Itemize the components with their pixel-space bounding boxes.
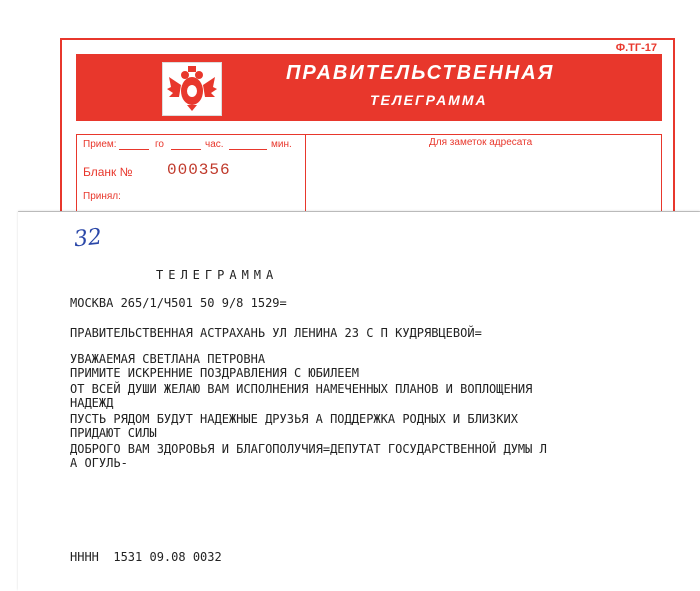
received-line — [119, 149, 149, 150]
form-title: ПРАВИТЕЛЬСТВЕННАЯ — [286, 62, 555, 84]
body-line: А ОГУЛЬ- — [70, 456, 128, 470]
telegram-header: ТЕЛЕГРАММА — [156, 268, 279, 282]
form-fields — [76, 134, 662, 212]
route-line: МОСКВА 265/1/Ч501 50 9/8 1529= — [70, 296, 287, 310]
title-banner — [76, 54, 662, 121]
body-line: ОТ ВСЕЙ ДУШИ ЖЕЛАЮ ВАМ ИСПОЛНЕНИЯ НАМЕЧЕННЫХ ПЛАНОВ И ВОПЛОЩЕНИЯ — [70, 382, 533, 396]
minutes-label: мин. — [271, 139, 292, 150]
body-line: УВАЖАЕМАЯ СВЕТЛАНА ПЕТРОВНА — [70, 352, 266, 366]
body-line: ПРИМИТЕ ИСКРЕННИЕ ПОЗДРАВЛЕНИЯ С ЮБИЛЕЕМ — [70, 366, 359, 380]
accepted-label: Принял: — [83, 191, 121, 202]
body-line: ПРИДАЮТ СИЛЫ — [70, 426, 157, 440]
coat-of-arms-icon — [162, 62, 222, 116]
footer-line: НННН 1531 09.08 0032 — [70, 550, 222, 564]
go-label: го — [155, 139, 164, 150]
notes-label: Для заметок адресата — [429, 137, 533, 148]
address-line: ПРАВИТЕЛЬСТВЕННАЯ АСТРАХАНЬ УЛ ЛЕНИНА 23 С П КУДРЯВЦЕВОЙ= — [70, 326, 482, 340]
form-code: Ф.ТГ-17 — [615, 42, 657, 54]
go-line — [171, 149, 201, 150]
received-label: Прием: — [83, 139, 117, 150]
body-line: ПУСТЬ РЯДОМ БУДУТ НАДЕЖНЫЕ ДРУЗЬЯ А ПОДДЕРЖКА РОДНЫХ И БЛИЗКИХ — [70, 412, 518, 426]
body-line: НАДЕЖД — [70, 396, 114, 410]
body-line: ДОБРОГО ВАМ ЗДОРОВЬЯ И БЛАГОПОЛУЧИЯ=ДЕПУТАТ ГОСУДАРСТВЕННОЙ ДУМЫ Л — [70, 442, 547, 456]
blank-number: 000356 — [167, 161, 231, 179]
hours-label: час. — [205, 139, 224, 150]
telegram-form — [60, 38, 675, 228]
form-subtitle: ТЕЛЕГРАММА — [370, 92, 488, 108]
hours-line — [229, 149, 267, 150]
handwritten-number: 32 — [72, 224, 104, 253]
field-divider — [305, 135, 306, 211]
telegram-tape — [18, 212, 700, 591]
blank-label: Бланк № — [83, 165, 133, 179]
